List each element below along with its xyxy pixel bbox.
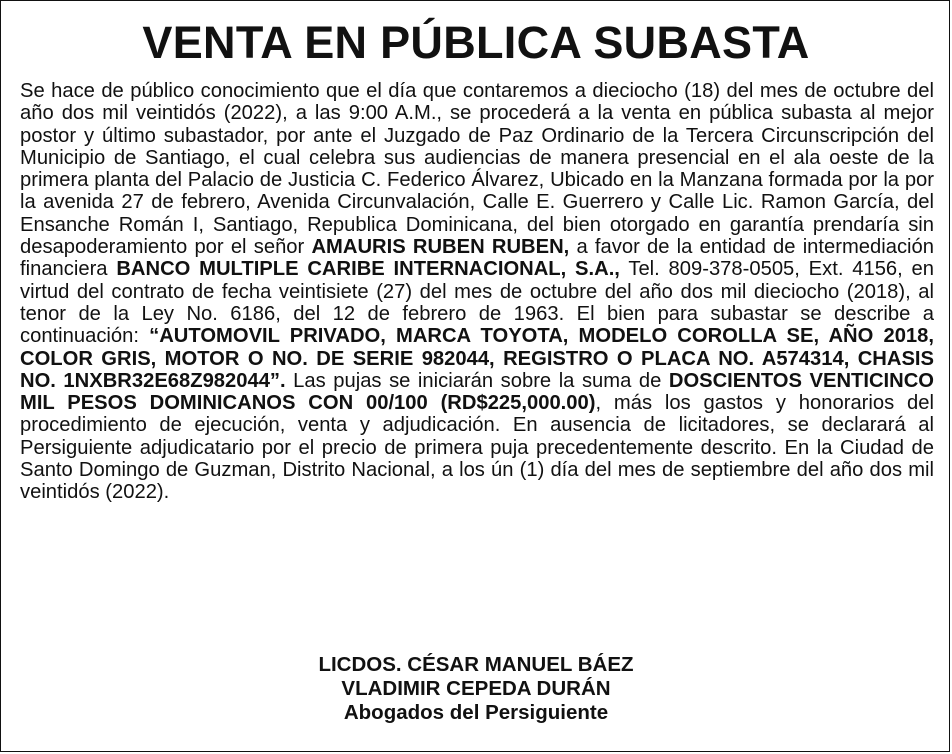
body-text-bid-intro: Las pujas se iniciarán sobre la suma de (285, 369, 669, 392)
body-text-intro: Se hace de público conocimiento que el día que contaremos a dieciocho (18) del mes de octubre del año dos mil veintidós (2022), a las 9:00 A.M., se procederá a la venta en pública subasta al mejor postor y último subastador, por ante el Juzgado de Paz Ordinario de la Tercera Circunscripción del Municipio de Santiago, el cual celebra sus audiencias de manera presencial en el ala oeste de la primera planta del Palacio de Justicia C. Federico Álvarez, Ubicado en la Manzana formada por la por la avenida 27 de febrero, Avenida Circunvalación, Calle E. Guerrero y Calle Lic. Ramon García, del Ensanche Román I, Santiago, Republica Dominicana, del bien otorgado en garantía prendaría sin desapoderamiento por el señor (20, 80, 934, 259)
notice-title: VENTA EN PÚBLICA SUBASTA (142, 17, 810, 68)
body-text-creditor-intro: a favor de la entidad de intermediación financiera (20, 236, 934, 281)
signature-line-lawyer-1: LICDOS. CÉSAR MANUEL BÁEZ (318, 653, 634, 676)
debtor-name: AMAURIS RUBEN RUBEN, (311, 236, 570, 259)
starting-bid-amount: DOSCIENTOS VENTICINCO MIL PESOS DOMINICANOS CON 00/100 (RD$225,000.00) (20, 369, 935, 415)
creditor-name: BANCO MULTIPLE CARIBE INTERNACIONAL, S.A., (116, 258, 620, 281)
body-text-contract: Tel. 809-378-0505, Ext. 4156, en virtud del contrato de fecha veintisiete (27) del mes de octubre del año dos mil dieciocho (2018), al tenor de la Ley No. 6186, del 12 de febrero de 1963. El bien para subastar se describe a continuación: (20, 258, 935, 348)
asset-description: “AUTOMOVIL PRIVADO, MARCA TOYOTA, MODELO COROLLA SE, AÑO 2018, COLOR GRIS, MOTOR O NO. DE SERIE 982044, REGISTRO O PLACA NO. A574314, CHASIS NO. 1NXBR32E68Z982044”. (20, 325, 934, 392)
signature-block (1, 653, 950, 725)
signature-line-role: Abogados del Persiguiente (343, 701, 609, 724)
signature-line-lawyer-2: VLADIMIR CEPEDA DURÁN (341, 677, 611, 700)
body-text-closing: , más los gastos y honorarios del procedimiento de ejecución, venta y adjudicación. En ausencia de licitadores, se declarará al Persiguiente adjudicatario por el precio de primera puja precedentemente descrito. En la Ciudad de Santo Domingo de Guzman, Distrito Nacional, a los ún (1) día del mes de septiembre del año dos mil veintidós (2022). (20, 392, 934, 504)
notice-body (20, 80, 934, 504)
